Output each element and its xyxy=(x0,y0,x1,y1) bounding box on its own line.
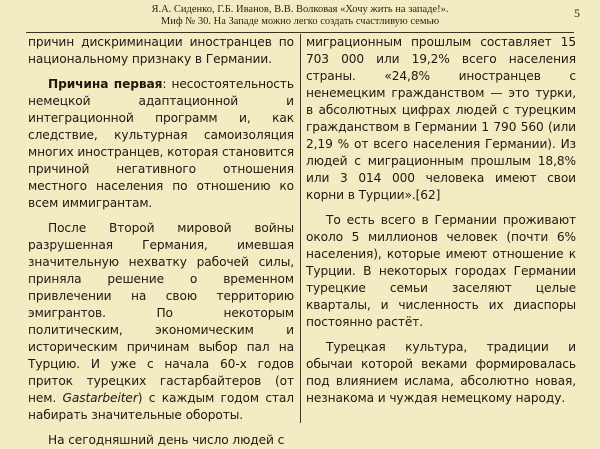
header-authors-title: Я.А. Сиденко, Г.Б. Иванов, В.В. Волковая «Хочу жить на западе!». xyxy=(151,4,449,15)
paragraph: Турецкая культура, традиции и обычаи которой веками формировалась под влиянием ислама, абсолютно новая, незнакома и чуждая немецкому народу. xyxy=(306,340,576,405)
paragraph: То есть всего в Германии проживают около 5 миллионов человек (почти 6% населения), которые имеют отношение к Турции. В некоторых городах Германии турецкие семьи заселяют целые кварталы, и численность их диаспоры постоянно растёт. xyxy=(306,213,576,329)
paragraph: На сегодняшний день число людей с xyxy=(48,433,285,447)
page-number: 5 xyxy=(574,6,580,20)
paragraph xyxy=(28,220,294,424)
running-header xyxy=(0,4,600,28)
paragraph-text: ) с каждым годом стал набирать значительные обороты. xyxy=(28,391,294,422)
paragraph-text: После Второй мировой войны разрушенная Германия, имевшая значительную нехватку рабочей силы, приняла решение о временном привлечении на свою территорию эмигрантов. По некоторым политическим, экономическим и историческим причинам выбор пал на Турцию. И уже с начала 60-х годов приток турецких гастарбайтеров (от нем. xyxy=(28,221,294,405)
paragraph xyxy=(28,76,294,212)
column-divider xyxy=(300,34,301,423)
paragraph-text: : несостоятельность немецкой адаптационной и интеграционной программ и, как следствие, культурная самоизоляция многих иностранцев, которая становится причиной негативного отношения местного населения по отношению ко всем иммигрантам. xyxy=(28,77,294,210)
paragraph: причин дискриминации иностранцев по национальному признаку в Германии. xyxy=(28,35,294,66)
paragraph-lead: Причина первая xyxy=(48,77,163,91)
foreign-term: Gastarbeiter xyxy=(62,391,138,405)
header-chapter-title: Миф № 30. На Западе можно легко создать счастливую семью xyxy=(160,16,440,27)
paragraph: миграционным прошлым составляет 15 703 000 или 19,2% всего населения страны. «24,8% иностранцев с ненемецким гражданством — это турки, в абсолютных цифрах людей с турецким гражданством в Германии 1 790 560 (или 2,19 % от всего населения Германии). Из людей с миграционным прошлым 18,8% или 3 014 000 человека имеют свои корни в Турции».[62] xyxy=(306,35,576,202)
right-column xyxy=(306,34,576,407)
left-column xyxy=(28,34,294,449)
header-rule xyxy=(26,32,574,33)
